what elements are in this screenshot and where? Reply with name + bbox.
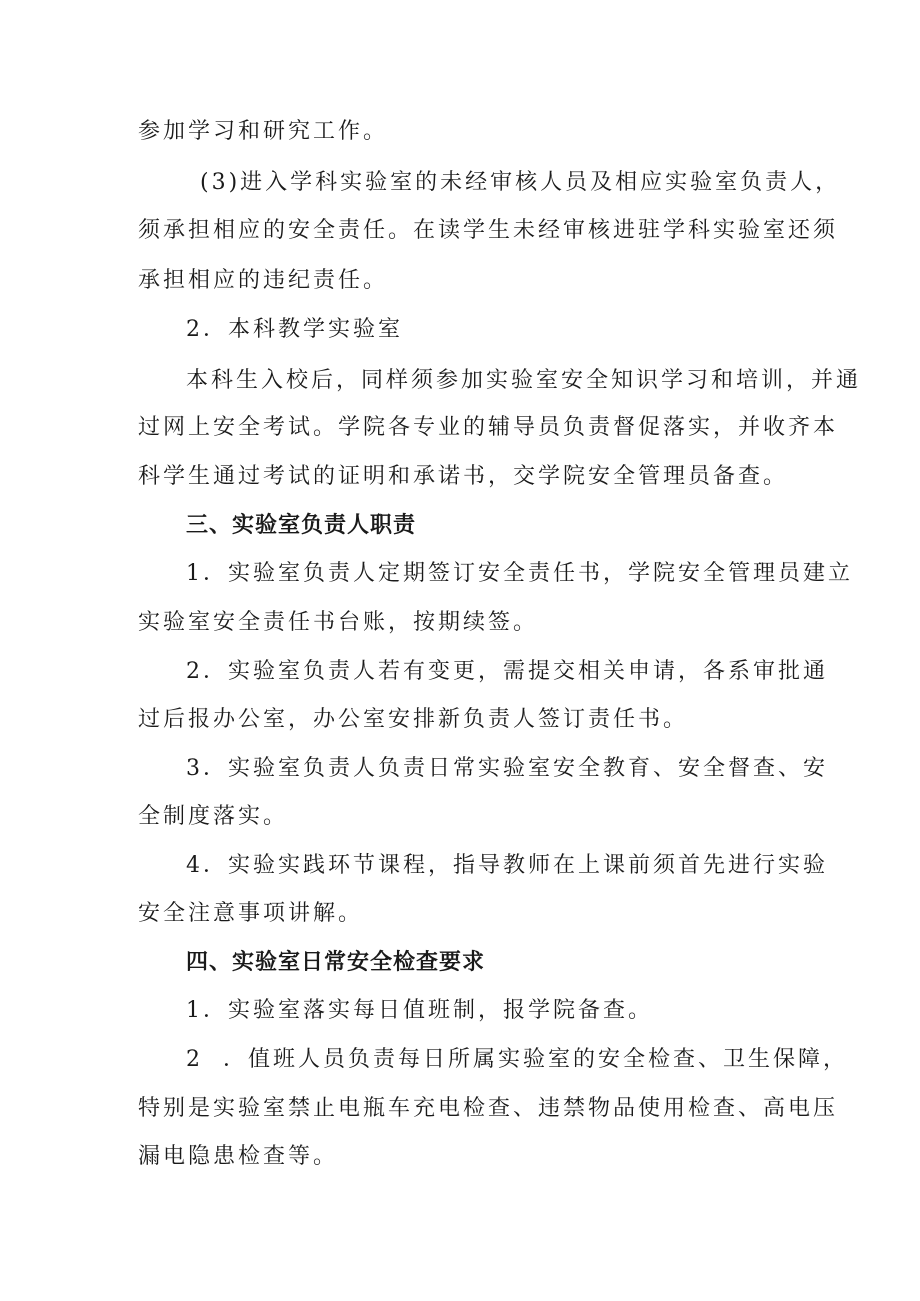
paragraph-line: 漏电隐患检查等。 [138,1144,339,1169]
paragraph-line: 参加学习和研究工作。 [138,119,389,144]
subsection-heading: 2．本科教学实验室 [186,317,403,342]
paragraph-line: 须承担相应的安全责任。在读学生未经审核进驻学科实验室还须 [138,218,839,243]
paragraph-line: 安全注意事项讲解。 [138,901,364,926]
paragraph-line: 全制度落实。 [138,804,289,829]
paragraph-line: (3)进入学科实验室的未经审核人员及相应实验室负责人， [200,170,841,195]
paragraph-line: 2．实验室负责人若有变更，需提交相关申请，各系审批通 [186,659,828,684]
section-heading: 四、实验室日常安全检查要求 [186,950,486,975]
paragraph-line: 2 ．值班人员负责每日所属实验室的安全检查、卫生保障， [186,1047,848,1072]
section-heading: 三、实验室负责人职责 [186,513,417,538]
paragraph-line: 3．实验室负责人负责日常实验室安全教育、安全督查、安 [186,756,828,781]
paragraph-line: 科学生通过考试的证明和承诺书，交学院安全管理员备查。 [138,464,789,489]
paragraph-line: 过后报办公室，办公室安排新负责人签订责任书。 [138,707,689,732]
paragraph-line: 4．实验实践环节课程，指导教师在上课前须首先进行实验 [186,853,828,878]
paragraph-line: 1．实验室落实每日值班制，报学院备查。 [186,998,653,1023]
paragraph-line: 实验室安全责任书台账，按期续签。 [138,610,539,635]
paragraph-line: 本科生入校后，同样须参加实验室安全知识学习和培训，并通 [186,368,862,393]
paragraph-line: 特别是实验室禁止电瓶车充电检查、违禁物品使用检查、高电压 [138,1096,839,1121]
paragraph-line: 承担相应的违纪责任。 [138,268,389,293]
paragraph-line: 过网上安全考试。学院各专业的辅导员负责督促落实，并收齐本 [138,415,839,440]
paragraph-line: 1．实验室负责人定期签订安全责任书，学院安全管理员建立 [186,561,853,586]
